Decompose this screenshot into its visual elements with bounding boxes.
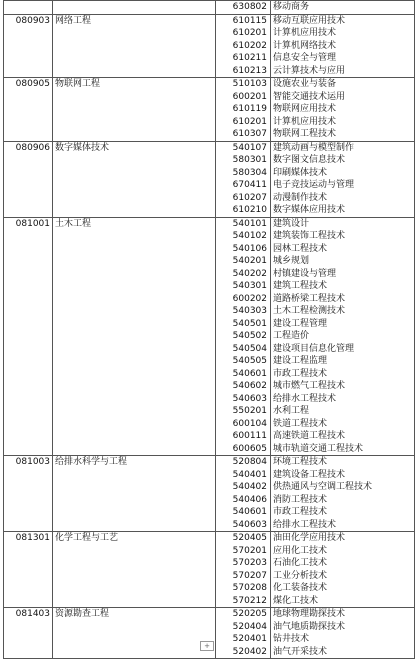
vocational-major-code: 600104 <box>232 418 267 429</box>
vocational-major-code: 670411 <box>232 180 267 190</box>
vocational-major-code: 600202 <box>232 293 267 304</box>
vocational-major-code: 610207 <box>232 192 267 203</box>
vocational-major-code: 610210 <box>232 205 267 215</box>
vocational-major-name: 建筑设计 <box>273 218 310 229</box>
vocational-major-name: 环境工程技术 <box>273 457 328 467</box>
vocational-major-name: 建设工程监理 <box>273 356 328 366</box>
vocational-code-cell <box>216 1 271 15</box>
vocational-major-name: 计算机应用技术 <box>273 116 337 127</box>
undergrad-major-code <box>4 1 53 15</box>
major-group-row <box>4 141 415 217</box>
undergrad-major-name: 数字媒体技术 <box>53 141 216 217</box>
vocational-code-cell <box>216 14 271 78</box>
major-group-row <box>4 1 415 15</box>
vocational-major-name: 移动商务 <box>273 2 310 12</box>
undergrad-major-code: 080906 <box>4 141 53 217</box>
vocational-major-code: 610119 <box>232 104 267 114</box>
vocational-major-code: 520402 <box>232 646 267 657</box>
majors-table <box>3 0 415 659</box>
vocational-major-code: 600201 <box>232 91 267 102</box>
vocational-major-name: 移动互联应用技术 <box>273 15 346 26</box>
vocational-major-name: 油气开采技术 <box>273 646 328 657</box>
undergrad-major-code: 081001 <box>4 217 53 456</box>
vocational-major-code: 540202 <box>232 268 267 279</box>
vocational-major-code: 540401 <box>232 469 267 480</box>
vocational-code-cell <box>216 532 271 608</box>
vocational-major-code: 540301 <box>232 281 267 291</box>
vocational-major-name: 建筑设备工程技术 <box>273 469 346 480</box>
major-group-row <box>4 217 415 456</box>
vocational-major-name: 应用化工技术 <box>273 545 328 556</box>
vocational-major-name: 煤化工技术 <box>273 595 319 606</box>
vocational-major-name: 市政工程技术 <box>273 507 328 517</box>
vocational-major-code: 540402 <box>232 482 267 492</box>
vocational-code-cell <box>216 141 271 217</box>
vocational-major-name: 数字图文信息技术 <box>273 155 346 165</box>
vocational-major-name: 建筑工程技术 <box>273 281 328 291</box>
undergrad-major-name: 网络工程 <box>53 14 216 78</box>
vocational-major-name: 建设工程管理 <box>273 318 328 329</box>
vocational-major-name: 计算机网络技术 <box>273 40 337 51</box>
vocational-major-code: 610211 <box>232 53 267 63</box>
vocational-name-cell <box>271 1 415 15</box>
vocational-major-code: 540106 <box>232 243 267 254</box>
vocational-major-name: 数字媒体应用技术 <box>273 205 346 215</box>
vocational-major-name: 工程造价 <box>273 331 310 341</box>
major-group-row <box>4 78 415 142</box>
vocational-major-code: 610201 <box>232 28 267 38</box>
majors-table-body <box>4 1 415 659</box>
vocational-major-code: 600605 <box>232 443 267 454</box>
vocational-major-name: 钻井技术 <box>273 634 310 644</box>
vocational-major-name: 物联网应用技术 <box>273 104 337 114</box>
vocational-major-code: 540602 <box>232 381 267 391</box>
undergrad-major-code: 081301 <box>4 532 53 608</box>
vocational-major-name: 供热通风与空调工程技术 <box>273 482 373 492</box>
vocational-major-code: 520401 <box>232 634 267 644</box>
vocational-major-code: 580301 <box>232 155 267 165</box>
vocational-major-name: 物联网工程技术 <box>273 129 337 139</box>
vocational-major-code: 540406 <box>232 494 267 505</box>
vocational-major-name: 道路桥梁工程技术 <box>273 293 346 304</box>
vocational-major-code: 540601 <box>232 507 267 517</box>
vocational-name-cell <box>271 217 415 456</box>
vocational-major-name: 计算机应用技术 <box>273 28 337 38</box>
vocational-major-code: 520205 <box>232 609 267 619</box>
undergrad-major-code: 081403 <box>4 608 53 659</box>
vocational-major-code: 520404 <box>232 621 267 632</box>
vocational-major-name: 化工装备技术 <box>273 583 328 593</box>
vocational-major-code: 570207 <box>232 570 267 581</box>
undergrad-major-name: 物联网工程 <box>53 78 216 142</box>
vocational-major-name: 工业分析技术 <box>273 570 328 581</box>
undergrad-major-name: 土木工程 <box>53 217 216 456</box>
vocational-major-code: 540303 <box>232 306 267 316</box>
undergrad-major-code: 080903 <box>4 14 53 78</box>
vocational-major-code: 540101 <box>232 218 267 229</box>
vocational-major-code: 610201 <box>232 116 267 127</box>
vocational-major-name: 村镇建设与管理 <box>273 268 337 279</box>
vocational-major-name: 智能交通技术运用 <box>273 91 346 102</box>
vocational-major-code: 570201 <box>232 545 267 556</box>
vocational-major-name: 给排水工程技术 <box>273 519 337 530</box>
vocational-major-code: 540107 <box>232 142 267 153</box>
vocational-name-cell <box>271 456 415 532</box>
vocational-name-cell <box>271 14 415 78</box>
undergrad-major-name: 给排水科学与工程 <box>53 456 216 532</box>
vocational-major-code: 540505 <box>232 356 267 366</box>
vocational-major-code: 540603 <box>232 393 267 404</box>
undergrad-major-name <box>53 1 216 15</box>
vocational-major-name: 石油化工技术 <box>273 558 328 568</box>
vocational-major-name: 市政工程技术 <box>273 368 328 379</box>
vocational-major-code: 610307 <box>232 129 267 139</box>
vocational-major-code: 610202 <box>232 40 267 51</box>
undergrad-major-code: 080905 <box>4 78 53 142</box>
vocational-name-cell <box>271 78 415 142</box>
vocational-major-name: 城市轨道交通工程技术 <box>273 443 364 454</box>
vocational-major-name: 印刷媒体技术 <box>273 167 328 178</box>
vocational-major-name: 电子竞技运动与管理 <box>273 180 355 190</box>
vocational-code-cell <box>216 608 271 659</box>
undergrad-major-name: 化学工程与工艺 <box>53 532 216 608</box>
vocational-major-name: 油气地质勘探技术 <box>273 621 346 632</box>
vocational-major-code: 580304 <box>232 167 267 178</box>
vocational-major-code: 630802 <box>232 2 267 12</box>
vocational-major-code: 600111 <box>232 431 267 441</box>
undergrad-major-code: 081003 <box>4 456 53 532</box>
vocational-major-code: 540501 <box>232 318 267 329</box>
vocational-major-code: 570203 <box>232 558 267 568</box>
vocational-major-code: 570212 <box>232 595 267 606</box>
vocational-major-name: 城市燃气工程技术 <box>273 381 346 391</box>
vocational-name-cell <box>271 141 415 217</box>
undergrad-major-name: 资源勘查工程 <box>53 608 216 659</box>
vocational-major-name: 给排水工程技术 <box>273 393 337 404</box>
vocational-major-code: 570208 <box>232 583 267 593</box>
vocational-major-name: 建设项目信息化管理 <box>273 343 355 354</box>
vocational-major-name: 云计算技术与应用 <box>273 65 346 76</box>
vocational-major-name: 油田化学应用技术 <box>273 533 346 543</box>
vocational-major-code: 540502 <box>232 331 267 341</box>
vocational-major-name: 土木工程检测技术 <box>273 306 346 316</box>
vocational-major-code: 540601 <box>232 368 267 379</box>
vocational-major-name: 建筑装饰工程技术 <box>273 231 346 241</box>
vocational-major-name: 地球物理勘探技术 <box>273 609 346 619</box>
vocational-major-code: 540102 <box>232 231 267 241</box>
vocational-major-code: 610115 <box>232 15 267 26</box>
vocational-code-cell <box>216 217 271 456</box>
vocational-major-code: 510103 <box>232 79 267 89</box>
vocational-major-code: 540504 <box>232 343 267 354</box>
vocational-major-name: 铁道工程技术 <box>273 418 328 429</box>
vocational-major-code: 540603 <box>232 519 267 530</box>
vocational-major-code: 520405 <box>232 533 267 543</box>
vocational-name-cell <box>271 608 415 659</box>
major-group-row <box>4 14 415 78</box>
vocational-major-name: 建筑动画与模型制作 <box>273 142 355 153</box>
vocational-major-name: 设施农业与装备 <box>273 79 337 89</box>
vocational-name-cell <box>271 532 415 608</box>
vocational-major-name: 动漫制作技术 <box>273 192 328 203</box>
major-group-row <box>4 456 415 532</box>
vocational-major-name: 水利工程 <box>273 406 310 416</box>
vocational-major-name: 城乡规划 <box>273 256 310 266</box>
vocational-major-code: 540201 <box>232 256 267 266</box>
page-marker: + <box>200 641 214 651</box>
major-group-row <box>4 532 415 608</box>
vocational-code-cell <box>216 78 271 142</box>
vocational-major-code: 610213 <box>232 65 267 76</box>
vocational-major-name: 高速铁道工程技术 <box>273 431 346 441</box>
vocational-code-cell <box>216 456 271 532</box>
vocational-major-name: 消防工程技术 <box>273 494 328 505</box>
vocational-major-name: 园林工程技术 <box>273 243 328 254</box>
vocational-major-code: 520804 <box>232 457 267 467</box>
vocational-major-code: 550201 <box>232 406 267 416</box>
vocational-major-name: 信息安全与管理 <box>273 53 337 63</box>
